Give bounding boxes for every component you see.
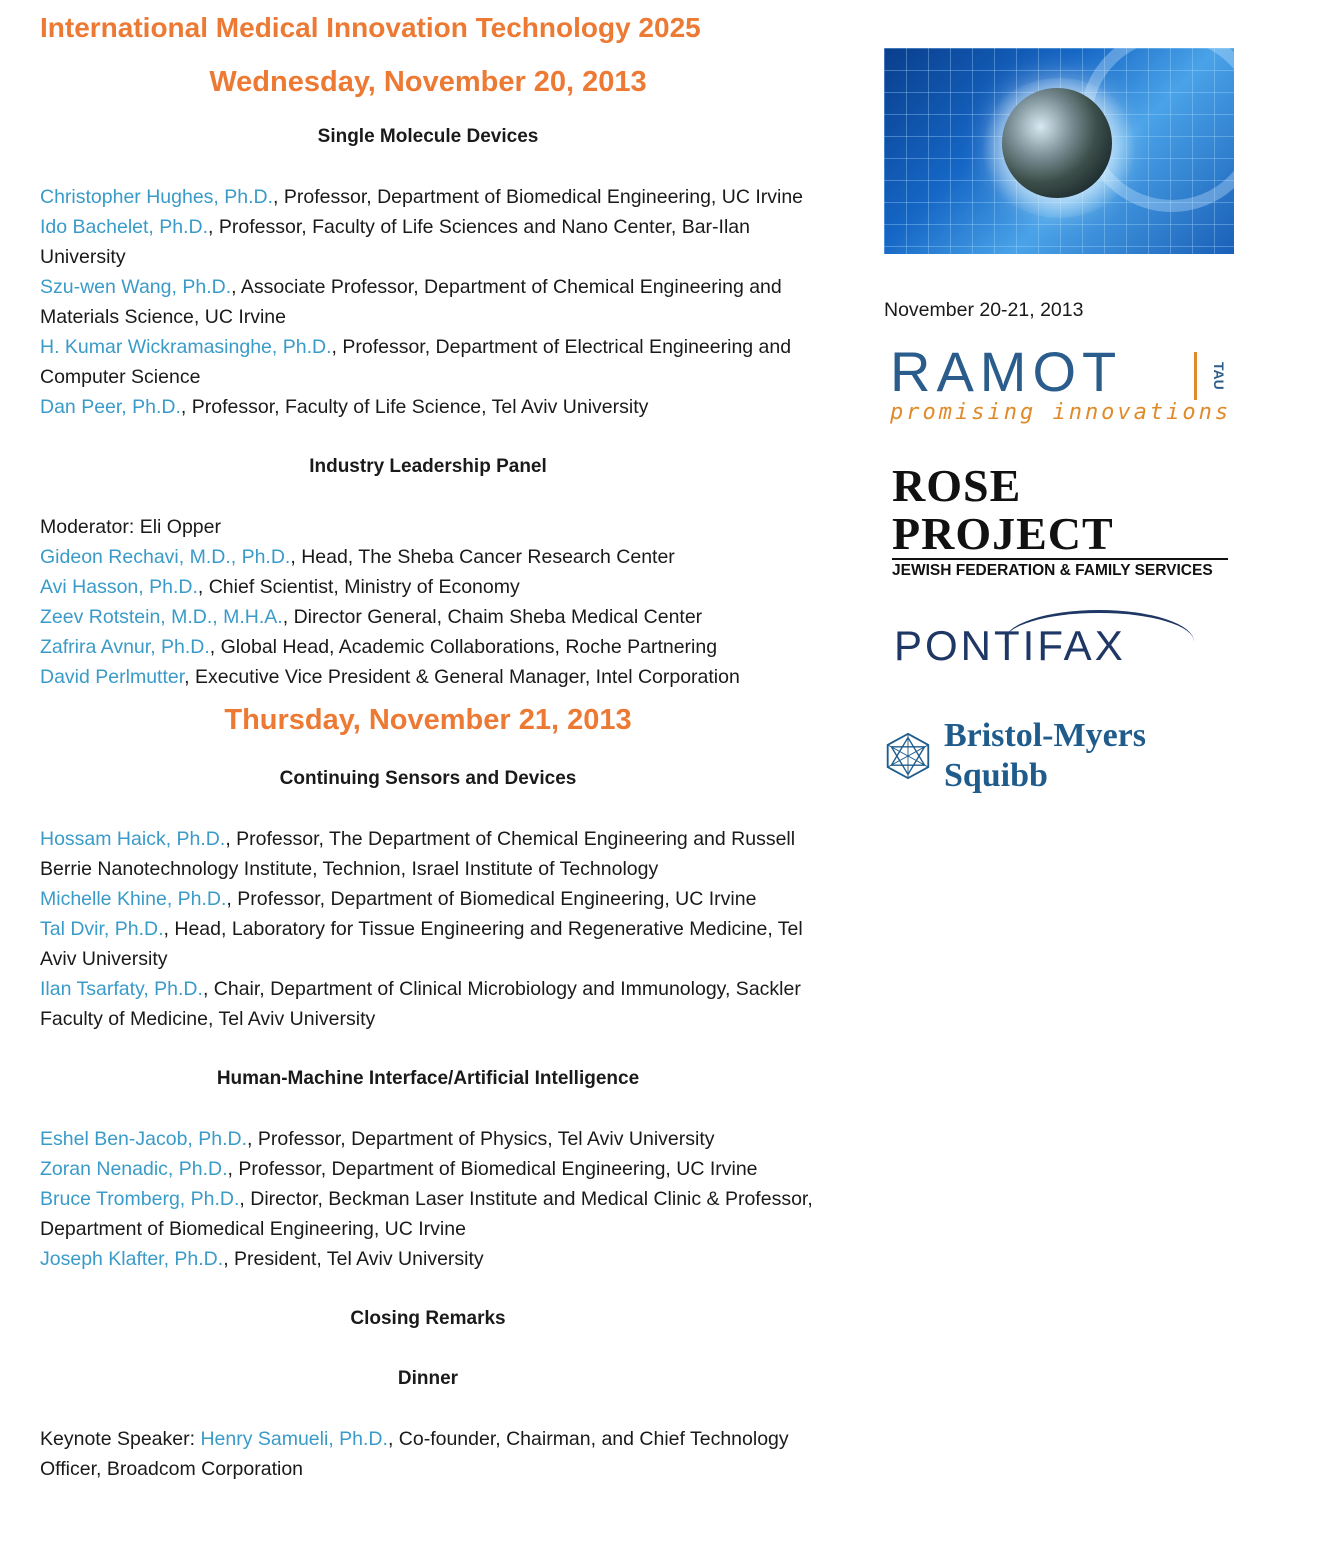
- speaker-affiliation: , Professor, Department of Biomedical Engineering, UC Irvine: [227, 1158, 758, 1180]
- hero-image-globe: [884, 48, 1234, 254]
- session-title: Dinner: [397, 1368, 459, 1389]
- speaker-entry: [40, 824, 820, 884]
- speaker-affiliation: , President, Tel Aviv University: [223, 1248, 484, 1270]
- speaker-entry: [40, 542, 820, 572]
- bms-logo-word: Bristol-Myers Squibb: [943, 717, 1146, 794]
- bms-star-icon: [884, 730, 932, 782]
- ramot-logo-tagline: promising innovations: [890, 400, 1232, 425]
- speaker-entry: [40, 662, 820, 692]
- speaker-entry: [40, 392, 820, 422]
- speaker-link[interactable]: Avi Hasson, Ph.D.: [40, 576, 198, 598]
- speaker-list: [40, 1424, 820, 1484]
- pontifax-logo-word: PONTIFAX: [894, 622, 1126, 669]
- speaker-link[interactable]: David Perlmutter: [40, 666, 185, 688]
- speaker-affiliation: , Global Head, Academic Collaborations, Roche Partnering: [209, 636, 718, 658]
- speaker-list: [40, 824, 820, 1034]
- speaker-link[interactable]: Zafrira Avnur, Ph.D.: [40, 636, 210, 658]
- speaker-affiliation: , Executive Vice President & General Manager, Intel Corporation: [184, 666, 740, 688]
- speaker-affiliation: , Professor, Faculty of Life Sciences and Nano Center, Bar-Ilan University: [40, 216, 750, 268]
- speaker-entry: [40, 212, 820, 272]
- bms-logo[interactable]: [884, 716, 1234, 796]
- ramot-logo-side: TAU: [1194, 352, 1227, 400]
- speaker-affiliation: , Professor, Department of Biomedical Engineering, UC Irvine: [226, 888, 757, 910]
- speaker-affiliation: , Chief Scientist, Ministry of Economy: [197, 576, 520, 598]
- speaker-entry: [40, 632, 820, 662]
- speaker-link[interactable]: Bruce Tromberg, Ph.D.: [40, 1188, 240, 1210]
- speaker-entry: [40, 1124, 820, 1154]
- program-column: [40, 0, 820, 1484]
- speaker-entry: [40, 914, 820, 974]
- speaker-list: [40, 1124, 820, 1274]
- session-title: Human-Machine Interface/Artificial Intelligence: [216, 1068, 640, 1089]
- speaker-entry: [40, 1154, 820, 1184]
- moderator-entry: Moderator: Eli Opper: [40, 516, 221, 538]
- day-heading: Thursday, November 21, 2013: [224, 704, 632, 736]
- speaker-link[interactable]: Ido Bachelet, Ph.D.: [40, 216, 209, 238]
- speaker-list: [40, 512, 820, 692]
- rose-project-logo[interactable]: [884, 462, 1234, 582]
- earth-icon: [1002, 88, 1112, 198]
- speaker-entry: [40, 1184, 820, 1244]
- speaker-entry: [40, 602, 820, 632]
- speaker-link[interactable]: Zeev Rotstein, M.D., M.H.A.: [40, 606, 283, 628]
- keynote-prefix: Keynote Speaker:: [40, 1428, 201, 1450]
- speaker-affiliation: , Head, Laboratory for Tissue Engineering and Regenerative Medicine, Tel Aviv University: [40, 918, 803, 970]
- event-dates: November 20-21, 2013: [884, 299, 1084, 321]
- ramot-logo-word: RAMOT: [890, 340, 1123, 403]
- speaker-link[interactable]: Eshel Ben-Jacob, Ph.D.: [40, 1128, 248, 1150]
- speaker-affiliation: , Chair, Department of Clinical Microbiology and Immunology, Sackler Faculty of Medicine, Tel Aviv University: [40, 978, 801, 1030]
- speaker-link[interactable]: Zoran Nenadic, Ph.D.: [40, 1158, 228, 1180]
- speaker-entry: [40, 272, 820, 332]
- speaker-affiliation: , Professor, The Department of Chemical Engineering and Russell Berrie Nanotechnology Institute, Technion, Israel Institute of Technology: [40, 828, 796, 880]
- rose-logo-sub: JEWISH FEDERATION & FAMILY SERVICES: [892, 562, 1213, 579]
- speaker-link[interactable]: Dan Peer, Ph.D.: [40, 396, 181, 418]
- speaker-link[interactable]: Henry Samueli, Ph.D.: [200, 1428, 388, 1450]
- pontifax-logo[interactable]: [884, 622, 1234, 670]
- speaker-affiliation: , Professor, Department of Electrical Engineering and Computer Science: [40, 336, 792, 388]
- speaker-affiliation: , Associate Professor, Department of Chemical Engineering and Materials Science, UC Irvine: [40, 276, 782, 328]
- speaker-entry: [40, 884, 820, 914]
- speaker-affiliation: , Co-founder, Chairman, and Chief Technology Officer, Broadcom Corporation: [40, 1428, 789, 1480]
- session-title: Closing Remarks: [350, 1308, 506, 1329]
- ramot-logo[interactable]: [884, 340, 1234, 426]
- session-title: Continuing Sensors and Devices: [279, 768, 577, 789]
- speaker-link[interactable]: Ilan Tsarfaty, Ph.D.: [40, 978, 203, 1000]
- speaker-affiliation: , Professor, Department of Biomedical Engineering, UC Irvine: [273, 186, 804, 208]
- sidebar: [884, 48, 1234, 796]
- speaker-affiliation: , Professor, Faculty of Life Science, Tel Aviv University: [180, 396, 649, 418]
- speaker-link[interactable]: Hossam Haick, Ph.D.: [40, 828, 226, 850]
- speaker-affiliation: , Professor, Department of Physics, Tel Aviv University: [247, 1128, 715, 1150]
- speaker-affiliation: , Head, The Sheba Cancer Research Center: [290, 546, 675, 568]
- speaker-link[interactable]: Szu-wen Wang, Ph.D.: [40, 276, 232, 298]
- speaker-entry: [40, 974, 820, 1034]
- speaker-link[interactable]: Tal Dvir, Ph.D.: [40, 918, 164, 940]
- speaker-affiliation: , Director General, Chaim Sheba Medical Center: [282, 606, 703, 628]
- speaker-link[interactable]: Michelle Khine, Ph.D.: [40, 888, 227, 910]
- speaker-entry: [40, 1424, 820, 1484]
- session-title: Industry Leadership Panel: [309, 456, 547, 477]
- speaker-list: [40, 182, 820, 422]
- speaker-entry: [40, 572, 820, 602]
- session-title: Single Molecule Devices: [317, 126, 539, 147]
- speaker-link[interactable]: H. Kumar Wickramasinghe, Ph.D.: [40, 336, 332, 358]
- speaker-entry: [40, 1244, 820, 1274]
- speaker-link[interactable]: Joseph Klafter, Ph.D.: [40, 1248, 224, 1270]
- speaker-entry: [40, 182, 820, 212]
- speaker-affiliation: , Director, Beckman Laser Institute and Medical Clinic & Professor, Department of Biomedical Engineering, UC Irvine: [40, 1188, 813, 1240]
- speaker-link[interactable]: Gideon Rechavi, M.D., Ph.D.: [40, 546, 291, 568]
- speaker-link[interactable]: Christopher Hughes, Ph.D.: [40, 186, 274, 208]
- day-heading: Wednesday, November 20, 2013: [209, 66, 647, 98]
- speaker-entry: [40, 332, 820, 392]
- page-title: International Medical Innovation Technology 2025: [40, 12, 701, 43]
- rose-logo-word: ROSE PROJECT: [892, 460, 1114, 559]
